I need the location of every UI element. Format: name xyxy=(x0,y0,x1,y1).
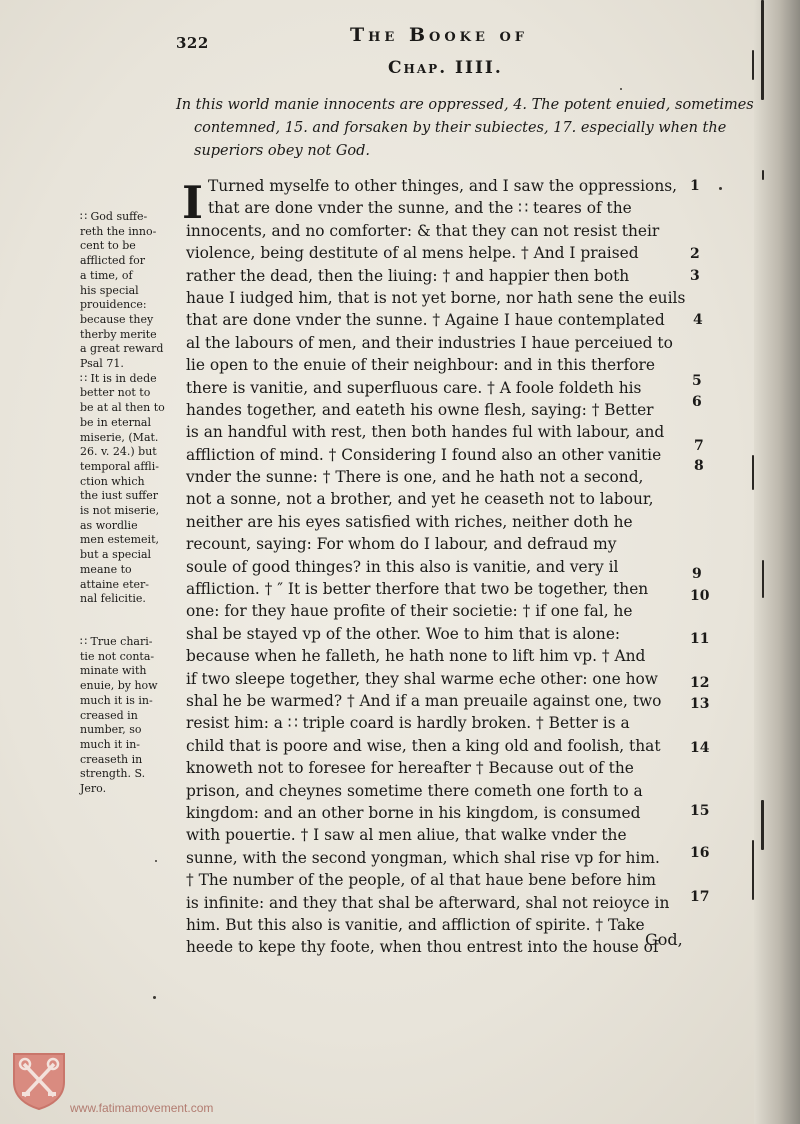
drop-cap: I xyxy=(182,176,204,229)
page-number: 322 xyxy=(176,34,209,52)
text-line: rather the dead, then the liuing: † and happier then both xyxy=(186,266,630,285)
margin-note-line: a great reward xyxy=(80,342,164,356)
chapter-argument xyxy=(176,94,754,163)
verse-number: 11 xyxy=(690,631,710,647)
chapter-heading: Chap. IIII. xyxy=(388,58,503,78)
text-line: child that is poore and wise, then a king old and foolish, that xyxy=(186,736,661,755)
margin-note-line: afflicted for xyxy=(80,254,145,268)
margin-note-line: as wordlie xyxy=(80,518,138,532)
verse-number: 9 xyxy=(692,566,702,582)
text-line: because when he falleth, he hath none to lift him vp. † And xyxy=(186,647,646,666)
text-line: there is vanitie, and superfluous care. † A foole foldeth his xyxy=(186,378,642,397)
text-line: knoweth not to foresee for hereafter † Because out of the xyxy=(186,759,634,778)
margin-note-line: ction which xyxy=(80,474,145,488)
margin-note-line: is not miserie, xyxy=(80,504,160,518)
margin-note-line: Jero. xyxy=(80,782,107,796)
margin-note-line: better not to xyxy=(80,386,151,400)
margin-note-line: be at al then to xyxy=(80,401,165,415)
catchword: God, xyxy=(645,930,683,949)
page-edge-shadow xyxy=(762,560,764,598)
running-head: The Booke of xyxy=(350,24,529,46)
text-line: prison, and cheynes sometime there cometh one forth to a xyxy=(186,781,643,800)
text-line: if two sleepe together, they shal warme eche other: one how xyxy=(186,669,658,688)
margin-note-spacer xyxy=(80,621,178,635)
margin-note-line: a time, of xyxy=(80,268,133,282)
text-line: vnder the sunne: † There is one, and he hath not a second, xyxy=(186,468,644,487)
page-edge-shadow xyxy=(752,840,754,900)
text-line: shal he be warmed? † And if a man preuaile against one, two xyxy=(186,691,662,710)
text-line: handes together, and eateth his owne flesh, saying: † Better xyxy=(186,400,654,419)
margin-note-line: ∷ God suffe- xyxy=(80,210,148,223)
page-edge-shadow xyxy=(762,170,764,180)
margin-note-line: much it is in- xyxy=(80,693,153,707)
argument-line: superiors obey not God. xyxy=(194,143,371,159)
text-line: shal be stayed vp of the other. Woe to him that is alone: xyxy=(186,624,621,643)
margin-notes xyxy=(80,210,178,797)
margin-note-line: miserie, (Mat. xyxy=(80,430,159,444)
verse-number: 13 xyxy=(690,696,710,712)
verse-number: 14 xyxy=(690,740,710,756)
margin-note-line: prouidence: xyxy=(80,298,147,312)
verse-number: 5 xyxy=(692,373,702,389)
margin-note-line: creaseth in xyxy=(80,752,143,766)
verse-number: 12 xyxy=(690,675,710,691)
verse-number: 16 xyxy=(690,845,710,861)
margin-note-line: ∷ True chari- xyxy=(80,634,153,648)
verse-number: 1 xyxy=(690,178,700,194)
margin-note-line: his special xyxy=(80,283,139,297)
body-text xyxy=(186,175,686,959)
margin-note-line: attaine eter- xyxy=(80,577,149,591)
text-line: affliction. † ″ It is better therfore that two be together, then xyxy=(186,580,649,599)
verse-number: 6 xyxy=(692,394,702,410)
watermark-url: www.fatimamovement.com xyxy=(70,1101,214,1115)
margin-note-line: much it in- xyxy=(80,737,141,751)
verse-number: 10 xyxy=(690,588,710,604)
verse-number: 2 xyxy=(690,246,700,262)
text-line: haue I iudged him, that is not yet borne, nor hath sene the euils xyxy=(186,288,686,307)
margin-note-line: tie not conta- xyxy=(80,649,155,663)
margin-note-line: meane to xyxy=(80,562,132,576)
text-line: resist him: a ∷ triple coard is hardly broken. † Better is a xyxy=(186,714,630,733)
margin-note-line: ∷ It is in dede xyxy=(80,371,157,385)
text-line: not a sonne, not a brother, and yet he ceaseth not to labour, xyxy=(186,490,654,509)
verse-number: 15 xyxy=(690,803,710,819)
page-edge-shadow xyxy=(752,455,754,490)
margin-note-line: the iust suffer xyxy=(80,489,158,503)
margin-note-spacer xyxy=(80,607,178,621)
text-line: heede to kepe thy foote, when thou entrest into the house of xyxy=(186,938,659,957)
text-line: innocents, and no comforter: & that they can not resist their xyxy=(186,221,660,240)
margin-note-line: therby merite xyxy=(80,327,157,341)
text-line: him. But this also is vanitie, and affliction of spirite. † Take xyxy=(186,915,645,934)
text-line: kingdom: and an other borne in his kingdom, is consumed xyxy=(186,803,641,822)
text-line: soule of good thinges? in this also is vanitie, and very il xyxy=(186,557,619,576)
text-line: sunne, with the second yongman, which shal rise vp for him. xyxy=(186,848,660,867)
text-line: al the labours of men, and their industries I haue perceiued to xyxy=(186,333,673,352)
argument-line: In this world manie innocents are oppressed, 4. The potent enuied, sometimes xyxy=(176,97,754,113)
margin-note-line: but a special xyxy=(80,548,152,562)
margin-note-line: reth the inno- xyxy=(80,224,157,238)
text-line: that are done vnder the sunne. † Againe I haue contemplated xyxy=(186,311,665,330)
margin-note-line: 26. v. 24.) but xyxy=(80,445,157,459)
ink-speck xyxy=(719,187,722,190)
page-edge-shadow xyxy=(752,50,754,80)
text-line: violence, being destitute of al mens helpe. † And I praised xyxy=(186,244,639,263)
papal-crossed-keys-shield-icon xyxy=(12,1052,66,1110)
margin-note-line: number, so xyxy=(80,723,142,737)
text-line: Turned myselfe to other thinges, and I saw the oppressions, xyxy=(208,177,678,195)
verse-number: 7 xyxy=(694,438,704,454)
text-line: one: for they haue profite of their societie: † if one fal, he xyxy=(186,602,633,621)
book-fore-edge xyxy=(754,0,800,1124)
text-line: is an handful with rest, then both handes ful with labour, and xyxy=(186,423,665,442)
margin-note-line: enuie, by how xyxy=(80,679,158,693)
page-edge-shadow xyxy=(761,800,764,850)
text-line: † The number of the people, of al that haue bene before him xyxy=(186,871,657,890)
text-line: affliction of mind. † Considering I found also an other vanitie xyxy=(186,445,662,464)
text-line: recount, saying: For whom do I labour, and defraud my xyxy=(186,535,617,554)
verse-number: 3 xyxy=(690,268,700,284)
margin-note-line: temporal affli- xyxy=(80,459,159,473)
argument-line: contemned, 15. and forsaken by their subiectes, 17. especially when the xyxy=(194,120,727,136)
margin-note-line: strength. S. xyxy=(80,767,146,781)
text-line: is infinite: and they that shal be afterward, shal not reioyce in xyxy=(186,893,670,912)
margin-note-line: men estemeit, xyxy=(80,533,159,547)
margin-note-line: minate with xyxy=(80,664,147,678)
page-edge-shadow xyxy=(761,0,764,100)
margin-note-line: Psal 71. xyxy=(80,357,124,371)
margin-note-line: be in eternal xyxy=(80,415,152,429)
verse-number: 8 xyxy=(694,458,704,474)
text-line: lie open to the enuie of their neighbour: and in this therfore xyxy=(186,356,655,375)
ink-speck xyxy=(620,88,622,90)
text-line: neither are his eyes satisfied with riches, neither doth he xyxy=(186,512,633,531)
verse-number: 4 xyxy=(693,312,703,328)
margin-note-line: because they xyxy=(80,312,154,326)
text-line: that are done vnder the sunne, and the ∷ teares of the xyxy=(208,199,632,218)
text-line: with pouertie. † I saw al men aliue, that walke vnder the xyxy=(186,826,627,845)
ink-speck xyxy=(155,860,157,862)
margin-note-line: nal felicitie. xyxy=(80,592,146,606)
margin-note-line: cent to be xyxy=(80,239,136,253)
verse-number: 17 xyxy=(690,889,710,905)
ink-speck xyxy=(153,996,156,999)
margin-note-line: creased in xyxy=(80,708,138,722)
